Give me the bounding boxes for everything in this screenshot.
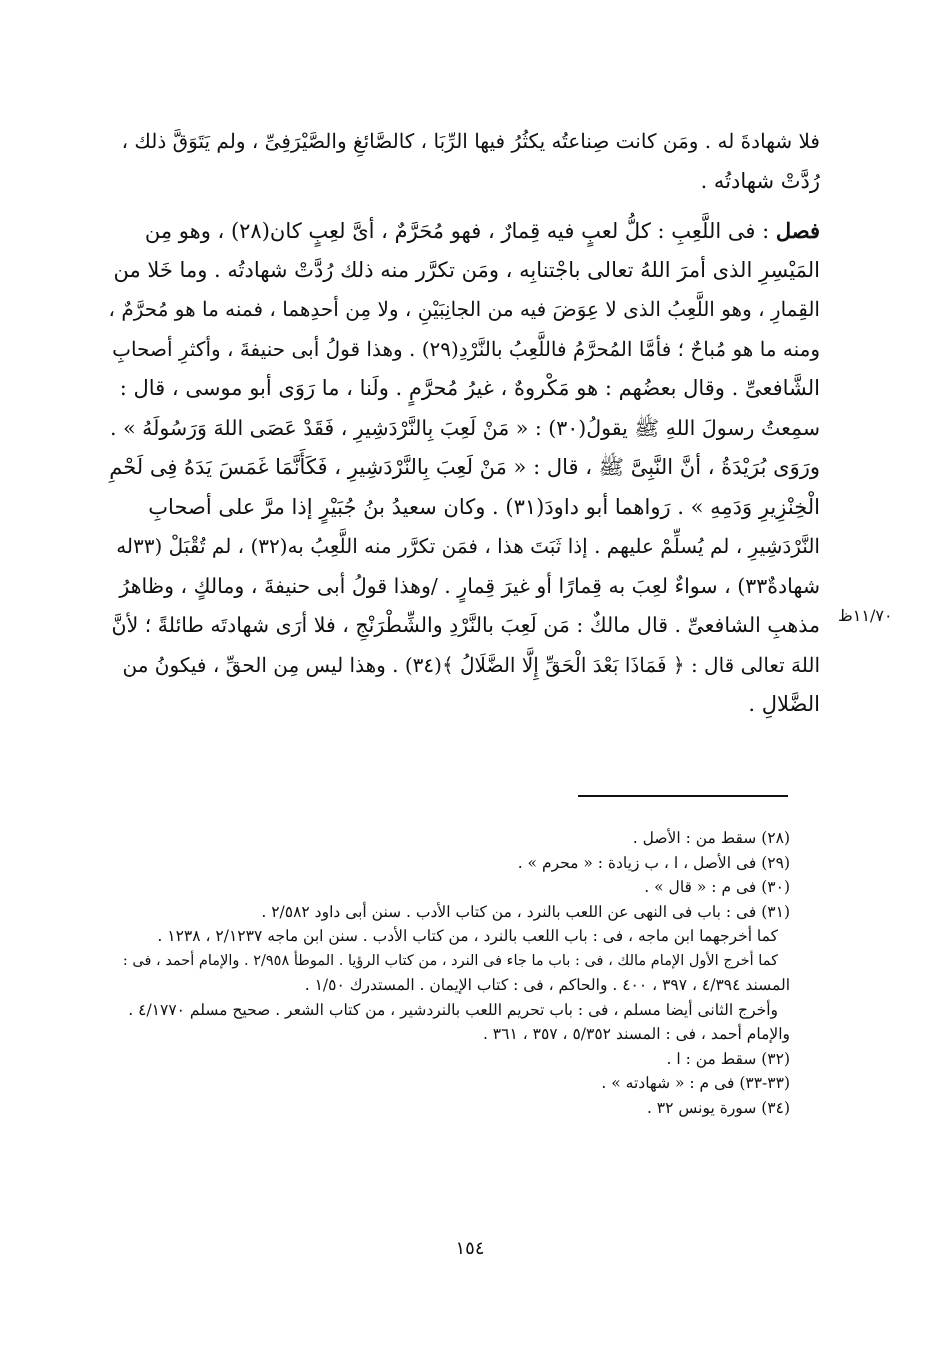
text-line: الْخِنْزِيرِ وَدَمِهِ » . رَواهما أبو داودَ(٣١) . وكان سعيدُ بنُ جُبَيْرٍ إذا مرَّ على أصحابِ [148,494,820,519]
footnote-continuation: كما أخرجهما ابن ماجه ، فى : باب اللعب بالنرد ، من كتاب الأدب . سنن ابن ماجه ٢/١٢٣٧ ، ١٢٣٨ . [157,927,778,945]
text-line: سمِعتُ رسولَ اللهِ ﷺ يقولُ(٣٠) : « مَنْ لَعِبَ بِالنَّرْدَشِيرِ ، فَقَدْ عَصَى اللهَ وَرَسُولَهُ » . [110,415,820,440]
text-line: مذهبِ الشافعىِّ . قال مالكٌ : مَن لَعِبَ بالنَّرْدِ والشِّطْرَنْجِ ، فلا أرَى شهادتَه طائلةً ؛ لأنَّ [111,613,820,637]
text-line: القِمارِ ، وهو اللَّعِبُ الذى لا عِوَضَ فيه من الجانِبَيْنِ ، ولا مِن أحدِهما ، فمنه ما هو مُحرَّمٌ ، [108,297,820,321]
text-line: ومنه ما هو مُباحٌ ؛ فأمَّا المُحرَّمُ فاللَّعِبُ بالنَّرْدِ(٢٩) . وهذا قولُ أبى حنيفةَ ، وأكثرِ أصحابِ [112,336,820,361]
footnote: (٣٢) سقط من : ا . [666,1049,790,1068]
footnote-continuation: والإمام أحمد ، فى : المسند ٥/٣٥٢ ، ٣٥٧ ، ٣٦١ . [482,1025,790,1043]
text-line: شهادةٌ٣٣) ، سواءٌ لعِبَ به قِمارًا أو غيرَ قِمارٍ . /وهذا قولُ أبى حنيفةَ ، ومالكٍ ، وظاهرُ [119,573,820,598]
footnote: (٢٩) فى الأصل ، ا ، ب زيادة : « محرم » . [517,853,790,872]
main-text [108,122,820,725]
text-line: اللهَ تعالى قال : ﴿ فَمَاذَا بَعْدَ الْحَقِّ إِلَّا الضَّلَالُ ﴾(٣٤) . وهذا ليس مِن الحقِّ ، فيكونُ من [122,652,820,677]
footnote: (٣٣-٣٣) فى م : « شهادته » . [601,1074,790,1092]
paragraph-gap [108,201,820,211]
section-heading: فصل [775,218,820,243]
text-line: المَيْسِرِ الذى أمرَ اللهُ تعالى باجْتنابِه ، ومَن تكرَّر منه ذلك رُدَّتْ شهادتُه . وما خَلا من [113,257,820,282]
footnote: (٣١) فى : باب فى النهى عن اللعب بالنرد ، من كتاب الأدب . سنن أبى داود ٢/٥٨٢ . [261,902,790,921]
text-line: فلا شهادةَ له . ومَن كانت صِناعتُه يكثُرُ فيها الرِّبَا ، كالصَّائغِ والصَّيْرَفِىِّ ، ولم يَتَوَقَّ ذلك ، [121,129,820,153]
text-line: رُدَّتْ شهادتُه . [700,168,820,193]
text-line: الشَّافعىِّ . وقال بعضُهم : هو مَكْروهٌ ، غيرُ مُحرَّمٍ . ولَنا ، ما رَوَى أبو موسى ، قال : [119,376,820,400]
footnote: (٣٤) سورة يونس ٣٢ . [646,1098,790,1117]
text-line: الضَّلالِ . [748,692,820,716]
page-number: ١٥٤ [455,1238,485,1259]
footnote: (٢٨) سقط من : الأصل . [632,829,790,847]
footnote-divider [578,795,788,797]
footnote-continuation: وأخرج الثانى أيضا مسلم ، فى : باب تحريم اللعب بالنردشير ، من كتاب الشعر . صحيح مسلم ٤/١٧٧٠ . [128,1000,778,1019]
text-run: : فى اللَّعِبِ : كلُّ لعبٍ فيه قِمارٌ ، فهو مُحَرَّمٌ ، أىَّ لعِبٍ كان(٢٨) ، وهو مِن [144,219,776,243]
text-line: النَّرْدَشِيرِ ، لم يُسلِّمْ عليهم . إذا ثَبَتَ هذا ، فمَن تكرَّر منه اللَّعِبُ به(٣٢) ، لم تُقْبَلْ (٣٣له [116,534,820,558]
footnote-continuation: كما أخرج الأول الإمام مالك ، فى : باب ما جاء فى النرد ، من كتاب الرؤيا . الموطأ ٢/٩٥٨ . والإمام أحمد ، فى : [122,952,778,969]
footnote-continuation: المسند ٤/٣٩٤ ، ٣٩٧ ، ٤٠٠ . والحاكم ، فى : كتاب الإيمان . المستدرك ١/٥٠ . [304,976,790,994]
text-line [108,211,820,251]
footnote: (٣٠) فى م : « قال » . [644,878,790,896]
text-line: ورَوَى بُرَيْدَةُ ، أنَّ النَّبِىَّ ﷺ ، قال : « مَنْ لَعِبَ بِالنَّرْدَشِيرِ ، فَكَأَنَّمَا غَمَسَ يَدَهُ فِى لَحْمِ [109,455,820,479]
footnotes [110,826,790,1120]
margin-manuscript-ref: ١١/٧٠ظ [838,606,893,625]
